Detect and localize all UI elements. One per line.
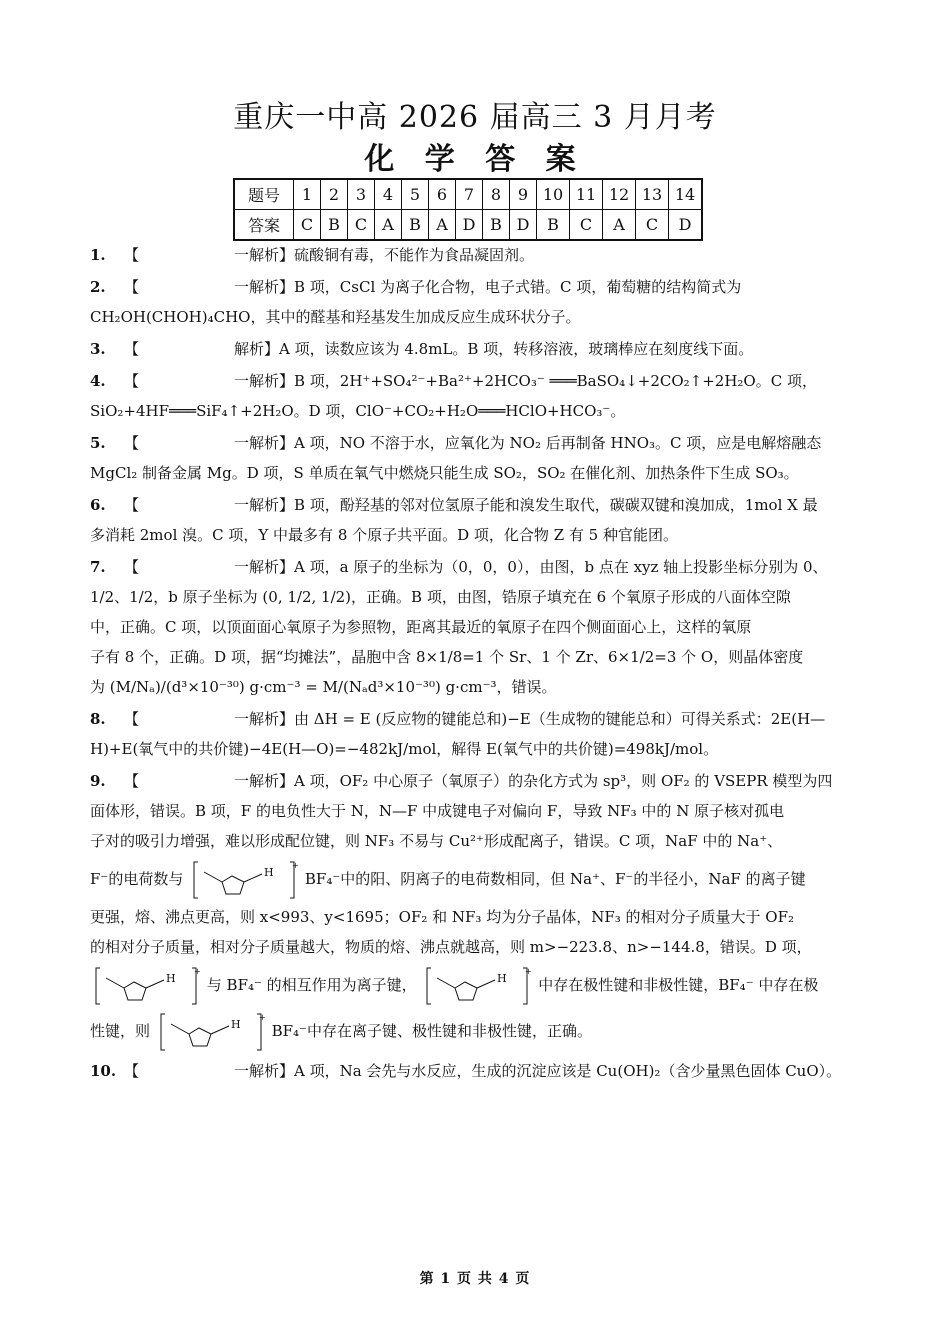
- open-bracket: 【: [124, 340, 140, 358]
- answer-cell: B: [321, 210, 348, 241]
- explanation-item: [90, 428, 860, 488]
- explanation-item: [90, 334, 860, 364]
- explanation-text: 一解析】B 项，酚羟基的邻对位氢原子能和溴发生取代，碳碳双键和溴加成，1mol X 最: [234, 496, 818, 514]
- explanation-item: [90, 552, 860, 702]
- item-number: 10.: [90, 1062, 117, 1080]
- answer-cell: C: [294, 210, 321, 241]
- explanation-item: [90, 366, 860, 426]
- explanation-item: [90, 272, 860, 332]
- item-number: 6.: [90, 496, 106, 514]
- question-number: 9: [510, 179, 537, 210]
- svg-text:+: +: [258, 1013, 266, 1022]
- open-bracket: 【: [124, 246, 140, 264]
- explanation-text: 面体形，错误。B 项，F 的电负性大于 N，N—F 中成键电子对偏向 F，导致 NF₃ 中的 N 原子核对孤电: [90, 802, 785, 820]
- explanation-item: [90, 704, 860, 764]
- question-number: 4: [375, 179, 402, 210]
- question-number: 1: [294, 179, 321, 210]
- explanation-text: 一解析】由 ΔH = E (反应物的键能总和)−E（生成物的键能总和）可得关系式：2E(H—: [234, 710, 826, 728]
- svg-text:+: +: [194, 967, 201, 976]
- explanation-text: H)+E(氧气中的共价键)−4E(H—O)=−482kJ/mol，解得 E(氧气中的共价键)=498kJ/mol。: [90, 740, 719, 758]
- explanation-text: 更强，熔、沸点更高，则 x<993、y<1695；OF₂ 和 NF₃ 均为分子晶体，NF₃ 的相对分子质量大于 OF₂: [90, 908, 795, 926]
- explanation-text: 一解析】A 项，Na 会先与水反应，生成的沉淀应该是 Cu(OH)₂（含少量黑色固体 CuO）。: [234, 1062, 842, 1080]
- page-footer: 第 1 页 共 4 页: [419, 1271, 531, 1287]
- page-title: 重庆一中高 2026 届高三 3 月月考: [233, 100, 717, 135]
- open-bracket: 【: [124, 772, 140, 790]
- explanation-item: [90, 1056, 860, 1086]
- item-number: 8.: [90, 710, 106, 728]
- question-number: 5: [402, 179, 429, 210]
- explanation-text: 中存在极性键和非极性键，BF₄⁻ 中存在极: [538, 976, 819, 994]
- question-number: 12: [603, 179, 636, 210]
- svg-text:+: +: [292, 861, 299, 870]
- imidazolium-cation-structure: [159, 1012, 266, 1052]
- explanation-text: 的相对分子质量，相对分子质量越大，物质的熔、沸点就越高，则 m>−223.8、n>−144.8，错误。D 项，: [90, 938, 812, 956]
- answer-table-number-row: [234, 179, 702, 210]
- page-subtitle: 化 学 答 案: [364, 142, 586, 177]
- answer-explanations: [90, 240, 860, 1088]
- explanation-text: 解析】A 项，读数应该为 4.8mL。B 项，转移溶液，玻璃棒应在刻度线下面。: [234, 340, 754, 358]
- explanation-text: 一解析】A 项，OF₂ 中心原子（氧原子）的杂化方式为 sp³，则 OF₂ 的 VSEPR 模型为四: [234, 772, 833, 790]
- item-number: 3.: [90, 340, 106, 358]
- explanation-item: [90, 240, 860, 270]
- explanation-item: [90, 766, 860, 1054]
- explanation-text: 一解析】A 项，a 原子的坐标为（0，0，0），由图，b 点在 xyz 轴上投影坐标分别为 0、: [234, 558, 828, 576]
- answer-cell: A: [603, 210, 636, 241]
- question-number: 3: [348, 179, 375, 210]
- answer-cell: C: [570, 210, 603, 241]
- question-number: 7: [456, 179, 483, 210]
- svg-text:H: H: [230, 1018, 241, 1031]
- answer-cell: B: [537, 210, 570, 241]
- explanation-text: F⁻的电荷数与: [90, 870, 184, 888]
- question-number: 2: [321, 179, 348, 210]
- question-number: 8: [483, 179, 510, 210]
- explanation-text: 多消耗 2mol 溴。C 项，Y 中最多有 8 个原子共平面。D 项，化合物 Z 有 5 种官能团。: [90, 526, 678, 544]
- open-bracket: 【: [124, 372, 140, 390]
- item-number: 9.: [90, 772, 106, 790]
- item-number: 5.: [90, 434, 106, 452]
- explanation-text: 性键，则: [90, 1022, 151, 1040]
- answer-cell: C: [636, 210, 669, 241]
- open-bracket: 【: [124, 278, 140, 296]
- imidazolium-cation-structure: [192, 860, 299, 900]
- explanation-text: 一解析】A 项，NO 不溶于水，应氧化为 NO₂ 后再制备 HNO₃。C 项，应是电解熔融态: [234, 434, 822, 452]
- imidazolium-cation-structure: [425, 966, 533, 1006]
- question-number: 6: [429, 179, 456, 210]
- explanation-item: [90, 490, 860, 550]
- item-number: 1.: [90, 246, 106, 264]
- open-bracket: 【: [124, 558, 140, 576]
- answer-cell: C: [348, 210, 375, 241]
- explanation-text: 一解析】B 项，CsCl 为离子化合物，电子式错。C 项，葡萄糖的结构简式为: [234, 278, 742, 296]
- explanation-text: 一解析】硫酸铜有毒，不能作为食品凝固剂。: [234, 246, 535, 264]
- explanation-text: 子有 8 个，正确。D 项，据“均摊法”，晶胞中含 8×1/8=1 个 Sr、1 个 Zr、6×1/2=3 个 O，则晶体密度: [90, 648, 804, 666]
- row-label: 题号: [234, 179, 294, 210]
- answer-table-answer-row: [234, 210, 702, 241]
- explanation-text: 一解析】B 项，2H⁺+SO₄²⁻+Ba²⁺+2HCO₃⁻ ═══BaSO₄↓+2CO₂↑+2H₂O。C 项，: [234, 372, 817, 390]
- answer-cell: B: [483, 210, 510, 241]
- svg-text:H: H: [497, 972, 508, 985]
- item-number: 7.: [90, 558, 106, 576]
- open-bracket: 【: [124, 496, 140, 514]
- explanation-text: BF₄⁻中的阳、阴离子的电荷数相同，但 Na⁺、F⁻的半径小，NaF 的离子键: [304, 870, 806, 888]
- svg-text:H: H: [264, 866, 274, 879]
- answer-cell: B: [402, 210, 429, 241]
- question-number: 14: [669, 179, 703, 210]
- explanation-text: CH₂OH(CHOH)₄CHO，其中的醛基和羟基发生加成反应生成环状分子。: [90, 308, 581, 326]
- answer-cell: A: [429, 210, 456, 241]
- item-number: 2.: [90, 278, 106, 296]
- answer-cell: A: [375, 210, 402, 241]
- imidazolium-cation-structure: [94, 966, 201, 1006]
- answer-cell: D: [510, 210, 537, 241]
- svg-text:+: +: [525, 967, 533, 976]
- explanation-text: 中，正确。C 项，以顶面面心氧原子为参照物，距离其最近的氧原子在四个侧面面心上，这样的氧原: [90, 618, 752, 636]
- open-bracket: 【: [124, 434, 140, 452]
- explanation-text: MgCl₂ 制备金属 Mg。D 项，S 单质在氧气中燃烧只能生成 SO₂，SO₂ 在催化剂、加热条件下生成 SO₃。: [90, 464, 799, 482]
- item-number: 4.: [90, 372, 106, 390]
- row-label: 答案: [234, 210, 294, 241]
- open-bracket: 【: [124, 1062, 140, 1080]
- explanation-text: 子对的吸引力增强，难以形成配位键，则 NF₃ 不易与 Cu²⁺形成配离子，错误。C 项，NaF 中的 Na⁺、: [90, 832, 783, 850]
- explanation-text: 为 (M/Nₐ)/(d³×10⁻³⁰) g·cm⁻³ = M/(Nₐd³×10⁻³⁰) g·cm⁻³，错误。: [90, 678, 557, 696]
- question-number: 11: [570, 179, 603, 210]
- answer-cell: D: [456, 210, 483, 241]
- answer-table: [233, 178, 703, 241]
- open-bracket: 【: [124, 710, 140, 728]
- svg-text:H: H: [166, 972, 176, 985]
- question-number: 10: [537, 179, 570, 210]
- explanation-text: BF₄⁻中存在离子键、极性键和非极性键，正确。: [271, 1022, 592, 1040]
- question-number: 13: [636, 179, 669, 210]
- answer-cell: D: [669, 210, 703, 241]
- explanation-text: 1/2、1/2，b 原子坐标为 (0, 1/2, 1/2)，正确。B 项，由图，锆原子填充在 6 个氧原子形成的八面体空隙: [90, 588, 791, 606]
- explanation-text: 与 BF₄⁻ 的相互作用为离子键，: [206, 976, 417, 994]
- explanation-text: SiO₂+4HF═══SiF₄↑+2H₂O。D 项，ClO⁻+CO₂+H₂O═══HClO+HCO₃⁻。: [90, 402, 626, 420]
